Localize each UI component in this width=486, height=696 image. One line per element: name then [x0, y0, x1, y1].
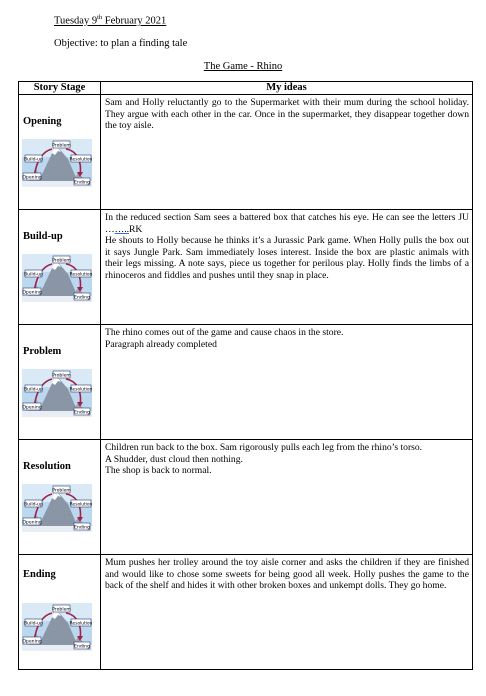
svg-text:Resolution: Resolution: [69, 502, 92, 508]
svg-text:Build-up: Build-up: [23, 621, 44, 627]
story-mountain-image: [22, 139, 92, 187]
idea-paragraph: In the reduced section Sam sees a battered box that catches his eye. He can see the letters JU ……..RK: [105, 212, 469, 235]
idea-paragraph: Sam and Holly reluctantly go to the Supermarket with their mum during the school holiday. They argue with each other in the car. Once in the supermarket, they disappear together down the toy aisle.: [105, 97, 469, 132]
svg-text:Problem: Problem: [52, 488, 71, 494]
svg-text:Problem: Problem: [52, 258, 71, 264]
ideas-cell: [101, 555, 473, 670]
svg-text:Ending: Ending: [74, 180, 90, 186]
table-row: [19, 440, 473, 555]
svg-text:Resolution: Resolution: [69, 272, 92, 278]
stage-cell: [19, 325, 101, 440]
svg-text:Opening: Opening: [22, 290, 42, 296]
story-mountain-image: [22, 603, 92, 651]
svg-text:Ending: Ending: [74, 525, 90, 531]
ideas-cell: [101, 95, 473, 210]
idea-paragraph: The rhino comes out of the game and cause chaos in the store.: [105, 327, 344, 338]
svg-text:Opening: Opening: [22, 175, 42, 181]
svg-text:Resolution: Resolution: [69, 387, 92, 393]
story-stage-header: Story Stage: [19, 82, 101, 95]
svg-text:Build-up: Build-up: [23, 157, 44, 163]
idea-paragraph: The shop is back to normal.: [105, 465, 212, 477]
my-ideas-header: My ideas: [101, 82, 473, 95]
story-title: The Game - Rhino: [203, 61, 283, 72]
table-row: [19, 555, 473, 670]
svg-text:Ending: Ending: [74, 295, 90, 301]
svg-text:Problem: Problem: [52, 373, 71, 379]
stage-cell: [19, 555, 101, 670]
svg-text:Build-up: Build-up: [23, 502, 44, 508]
stage-label: Problem: [23, 346, 62, 357]
svg-text:Opening: Opening: [22, 520, 42, 526]
story-mountain-image: [22, 254, 92, 302]
ideas-cell: [101, 325, 473, 440]
table-row: [19, 210, 473, 325]
svg-text:Build-up: Build-up: [23, 272, 44, 278]
ideas-cell: [101, 210, 473, 325]
svg-text:Opening: Opening: [22, 405, 42, 411]
svg-text:Problem: Problem: [52, 143, 71, 149]
table-row: [19, 95, 473, 210]
ideas-cell: [101, 440, 473, 555]
svg-text:Resolution: Resolution: [69, 157, 92, 163]
idea-paragraph: He shouts to Holly because he thinks it’s a Jurassic Park game. When Holly pulls the box out it says Jungle Park. Sam immediately loses interest. Inside the box are plastic animals with their legs missing. A note says, piece us together for perilous play. Holly finds the limbs of a rhinoceros and fiddles and pushes until they snap in place.: [105, 235, 469, 281]
idea-paragraph: Mum pushes her trolley around the toy aisle corner and asks the children if they are finished and would like to chose some sweets for being good all week. Holly pushes the game to the back of the shelf and hides it with other broken boxes and unkempt dolls. They go home.: [105, 557, 469, 592]
stage-cell: [19, 210, 101, 325]
svg-text:Build-up: Build-up: [23, 387, 44, 393]
idea-paragraph: A Shudder, dust cloud then nothing.: [105, 453, 243, 465]
table-row: [19, 325, 473, 440]
svg-text:Opening: Opening: [22, 639, 42, 645]
stage-label: Build-up: [23, 231, 63, 242]
svg-text:Problem: Problem: [52, 607, 71, 613]
stage-cell: [19, 440, 101, 555]
svg-text:Ending: Ending: [74, 644, 90, 650]
stage-cell: [19, 95, 101, 210]
story-mountain-image: [22, 484, 92, 532]
stage-label: Resolution: [23, 461, 71, 472]
stage-label: Ending: [23, 569, 56, 580]
story-plan-table: [18, 81, 473, 670]
stage-label: Opening: [23, 116, 62, 127]
date-heading: Tuesday 9th February 2021: [54, 14, 167, 27]
svg-text:Ending: Ending: [74, 410, 90, 416]
story-mountain-image: [22, 369, 92, 417]
idea-paragraph: Paragraph already completed: [105, 338, 217, 350]
idea-paragraph: Children run back to the box. Sam rigorously pulls each leg from the rhino’s torso.: [105, 442, 423, 453]
objective-line: Objective: to plan a finding tale: [54, 38, 188, 49]
svg-text:Resolution: Resolution: [69, 621, 92, 627]
